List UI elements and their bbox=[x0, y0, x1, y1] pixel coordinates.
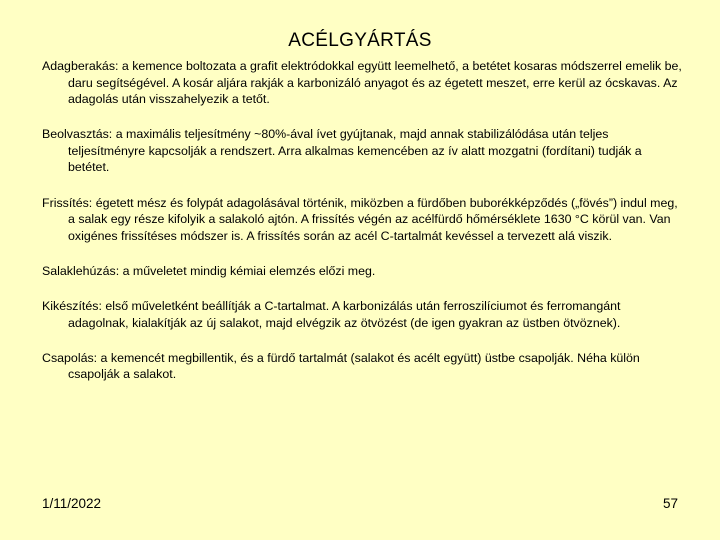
paragraph-beolvasztas: Beolvasztás: a maximális teljesítmény ~80%-ával ívet gyújtanak, majd annak stabilizálódása után teljes teljesítményre kapcsolják a rendszert. Arra alkalmas kemencében az ív alatt mozgatni (fordítani) tudják a betétet. bbox=[42, 127, 642, 175]
paragraph-kikeszites: Kikészítés: első műveletként beállítják a C-tartalmat. A karbonizálás után ferroszilíciumot és ferromangánt adagolnak, kialakítják az új salakot, majd elvégzik az ötvözést (de igen gyakran az üstben ötvöznek). bbox=[42, 298, 621, 330]
slide-title: ACÉLGYÁRTÁS bbox=[288, 30, 432, 51]
paragraph-frissites: Frissítés: égetett mész és folypát adagolásával történik, miközben a fürdőben buborékképződés („fövés”) indul meg, a salak egy része kifolyik a salakoló ajtón. A frissítés végén az acélfürdő hőmérséklete 1630 °C körül van. Van oxigénes frissítéses módszer is. A frissítés során az acél C-tartalmát kevéssel a tervezett alá viszik. bbox=[42, 195, 678, 243]
footer-date: 1/11/2022 bbox=[42, 496, 102, 511]
slide-body bbox=[42, 58, 682, 401]
paragraph-adagberakas: Adagberakás: a kemence boltozata a grafit elektródokkal együtt leemelhető, a betétet kosaras módszerrel emelik be, daru segítségével. A kosár aljára rakják a karbonizáló anyagot és az égetett meszet, erre kerül az ócskavas. Az adagolás után visszahelyezik a tetőt. bbox=[42, 59, 682, 107]
paragraph-salaklehuzas: Salaklehúzás: a műveletet mindig kémiai elemzés előzi meg. bbox=[42, 263, 376, 278]
slide-number: 57 bbox=[662, 496, 678, 511]
paragraph-csapolas: Csapolás: a kemencét megbillentik, és a fürdő tartalmát (salakot és acélt együtt) üstbe csapolják. Néha külön csapolják a salakot. bbox=[42, 350, 640, 382]
